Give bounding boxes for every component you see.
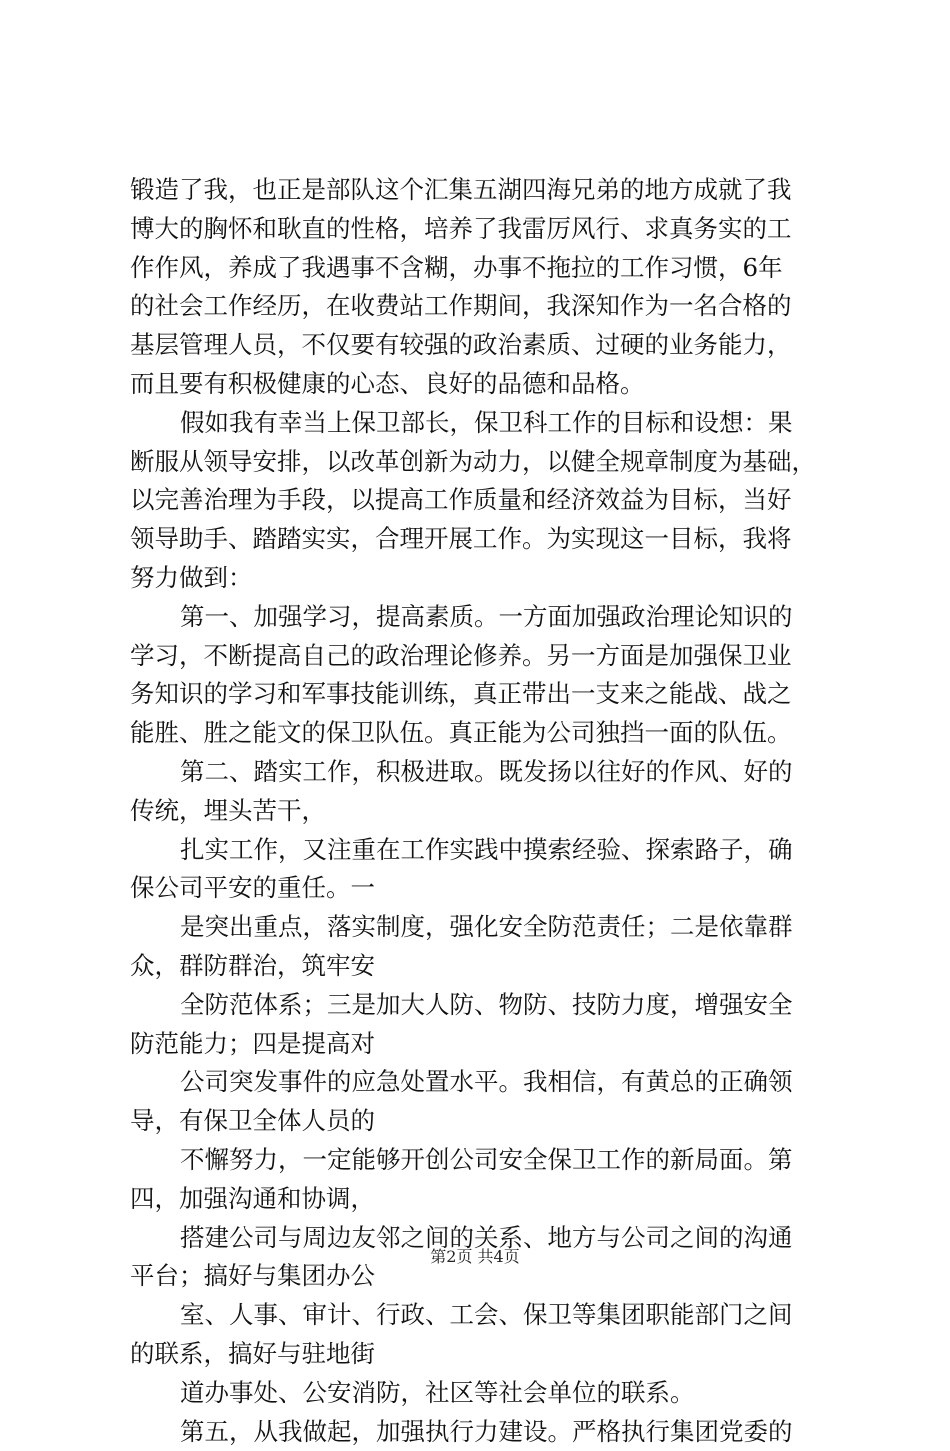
page-number-footer: 第2页 共4页 [0,1244,950,1267]
text-line: 是突出重点，落实制度，强化安全防范责任；二是依靠群 [130,908,830,947]
text-line: 博大的胸怀和耿直的性格，培养了我雷厉风行、求真务实的工 [130,210,830,249]
text-line: 公司突发事件的应急处置水平。我相信，有黄总的正确领 [130,1063,830,1102]
text-line: 的社会工作经历，在收费站工作期间，我深知作为一名合格的 [130,287,830,326]
text-line: 传统，埋头苦干， [130,792,830,831]
text-line: 防范能力；四是提高对 [130,1025,830,1064]
text-line: 能胜、胜之能文的保卫队伍。真正能为公司独挡一面的队伍。 [130,714,830,753]
text-line: 领导助手、踏踏实实，合理开展工作。为实现这一目标，我将 [130,520,830,559]
text-line: 室、人事、审计、行政、工会、保卫等集团职能部门之间 [130,1296,830,1335]
text-line: 而且要有积极健康的心态、良好的品德和品格。 [130,365,830,404]
text-line: 搭建公司与周边友邻之间的关系、地方与公司之间的沟通 [130,1219,830,1258]
text-line: 基层管理人员，不仅要有较强的政治素质、过硬的业务能力， [130,326,830,365]
text-line: 以完善治理为手段，以提高工作质量和经济效益为目标，当好 [130,481,830,520]
text-line: 四，加强沟通和协调， [130,1180,830,1219]
text-line: 努力做到： [130,559,830,598]
text-line: 全防范体系；三是加大人防、物防、技防力度，增强安全 [130,986,830,1025]
text-line: 学习，不断提高自己的政治理论修养。另一方面是加强保卫业 [130,637,830,676]
text-line: 第一、加强学习，提高素质。一方面加强政治理论知识的 [130,598,830,637]
text-line: 作作风，养成了我遇事不含糊，办事不拖拉的工作习惯，6年 [130,249,830,288]
text-line: 断服从领导安排，以改革创新为动力，以健全规章制度为基础， [130,443,830,482]
text-line: 务知识的学习和军事技能训练，真正带出一支来之能战、战之 [130,675,830,714]
text-line: 导，有保卫全体人员的 [130,1102,830,1141]
text-line: 众，群防群治，筑牢安 [130,947,830,986]
text-line: 的联系，搞好与驻地街 [130,1335,830,1374]
text-line: 扎实工作，又注重在工作实践中摸索经验、探索路子，确 [130,831,830,870]
text-line: 不懈努力，一定能够开创公司安全保卫工作的新局面。第 [130,1141,830,1180]
text-line: 平台；搞好与集团办公 [130,1257,830,1296]
text-line: 道办事处、公安消防，社区等社会单位的联系。 [130,1374,830,1413]
text-line: 第二、踏实工作，积极进取。既发扬以往好的作风、好的 [130,753,830,792]
text-line: 锻造了我，也正是部队这个汇集五湖四海兄弟的地方成就了我 [130,171,830,210]
text-line: 假如我有幸当上保卫部长，保卫科工作的目标和设想：果 [130,404,830,443]
text-line: 第五，从我做起，加强执行力建设。严格执行集团党委的 [130,1413,830,1451]
text-line: 保公司平安的重任。一 [130,869,830,908]
